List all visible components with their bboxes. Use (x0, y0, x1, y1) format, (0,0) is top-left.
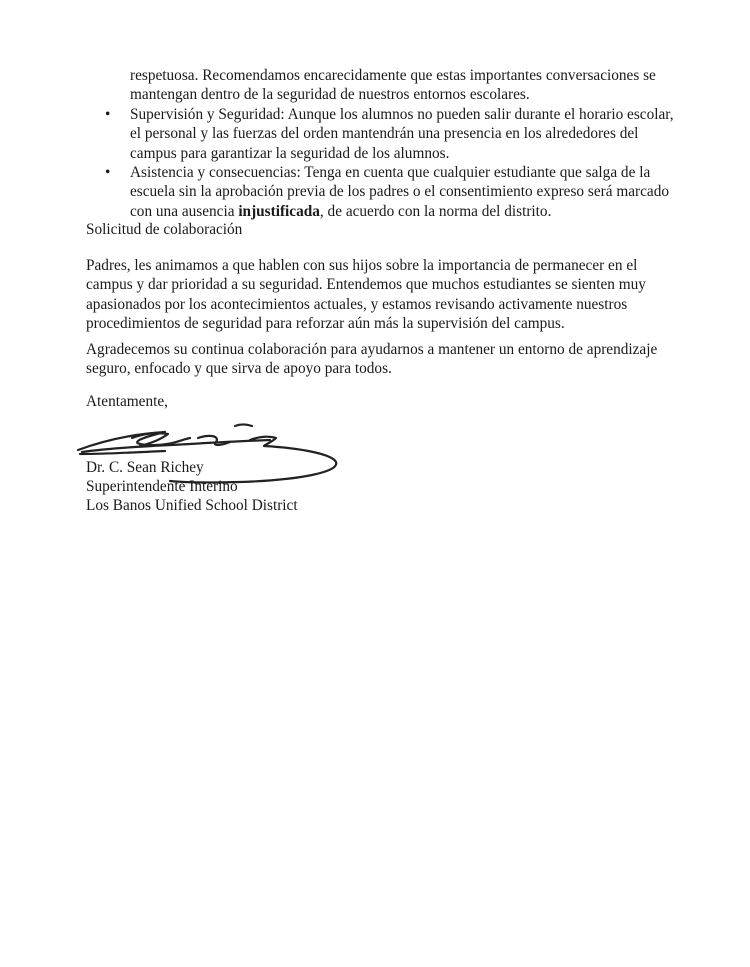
bullet-item-supervision (86, 105, 686, 163)
bullet-text-after: , de acuerdo con la norma del distrito. (319, 202, 552, 220)
signer-name: Dr. C. Sean Richey (86, 459, 204, 476)
bullet-text: Supervisión y Seguridad: Aunque los alumnos no pueden salir durante el horario escolar, el personal y las fuerzas del orden mantendrán una presencia en los alrededores del campus para garantizar la seguridad de los alumnos. (130, 105, 674, 162)
signer-title: Superintendente Interino (86, 478, 238, 495)
bullet-continuation: respetuosa. Recomendamos encarecidamente que estas importantes conversaciones se mantengan dentro de la seguridad de nuestros entornos escolares. (130, 67, 656, 104)
bullet-dot-icon: • (105, 105, 111, 123)
bullet-item-attendance (86, 163, 686, 221)
bullet-bold-text: injustificada (238, 202, 320, 220)
paragraph-thanks: Agradecemos su continua colaboración para ayudarnos a mantener un entorno de aprendizaje seguro, enfocado y que sirva de apoyo para todos. (86, 341, 658, 378)
bullet-list (86, 66, 686, 221)
closing-line: Atentamente, (86, 393, 168, 410)
bullet-dot-icon: • (105, 164, 111, 182)
bullet-text-before: Asistencia y consecuencias: Tenga en cuenta que cualquier estudiante que salga de la escuela sin la aprobación previa de los padres o el consentimiento expreso será marcado con una ausencia (130, 164, 670, 220)
section-heading: Solicitud de colaboración (86, 221, 243, 238)
paragraph-request: Padres, les animamos a que hablen con sus hijos sobre la importancia de permanecer en el campus y dar prioridad a su seguridad. Entendemos que muchos estudiantes se sienten muy apasionados por los acontecimientos actuales, y estamos revisando activamente nuestros procedimientos de seguridad para reforzar aún más la supervisión del campus. (86, 257, 646, 333)
signer-organization: Los Banos Unified School District (86, 497, 298, 514)
